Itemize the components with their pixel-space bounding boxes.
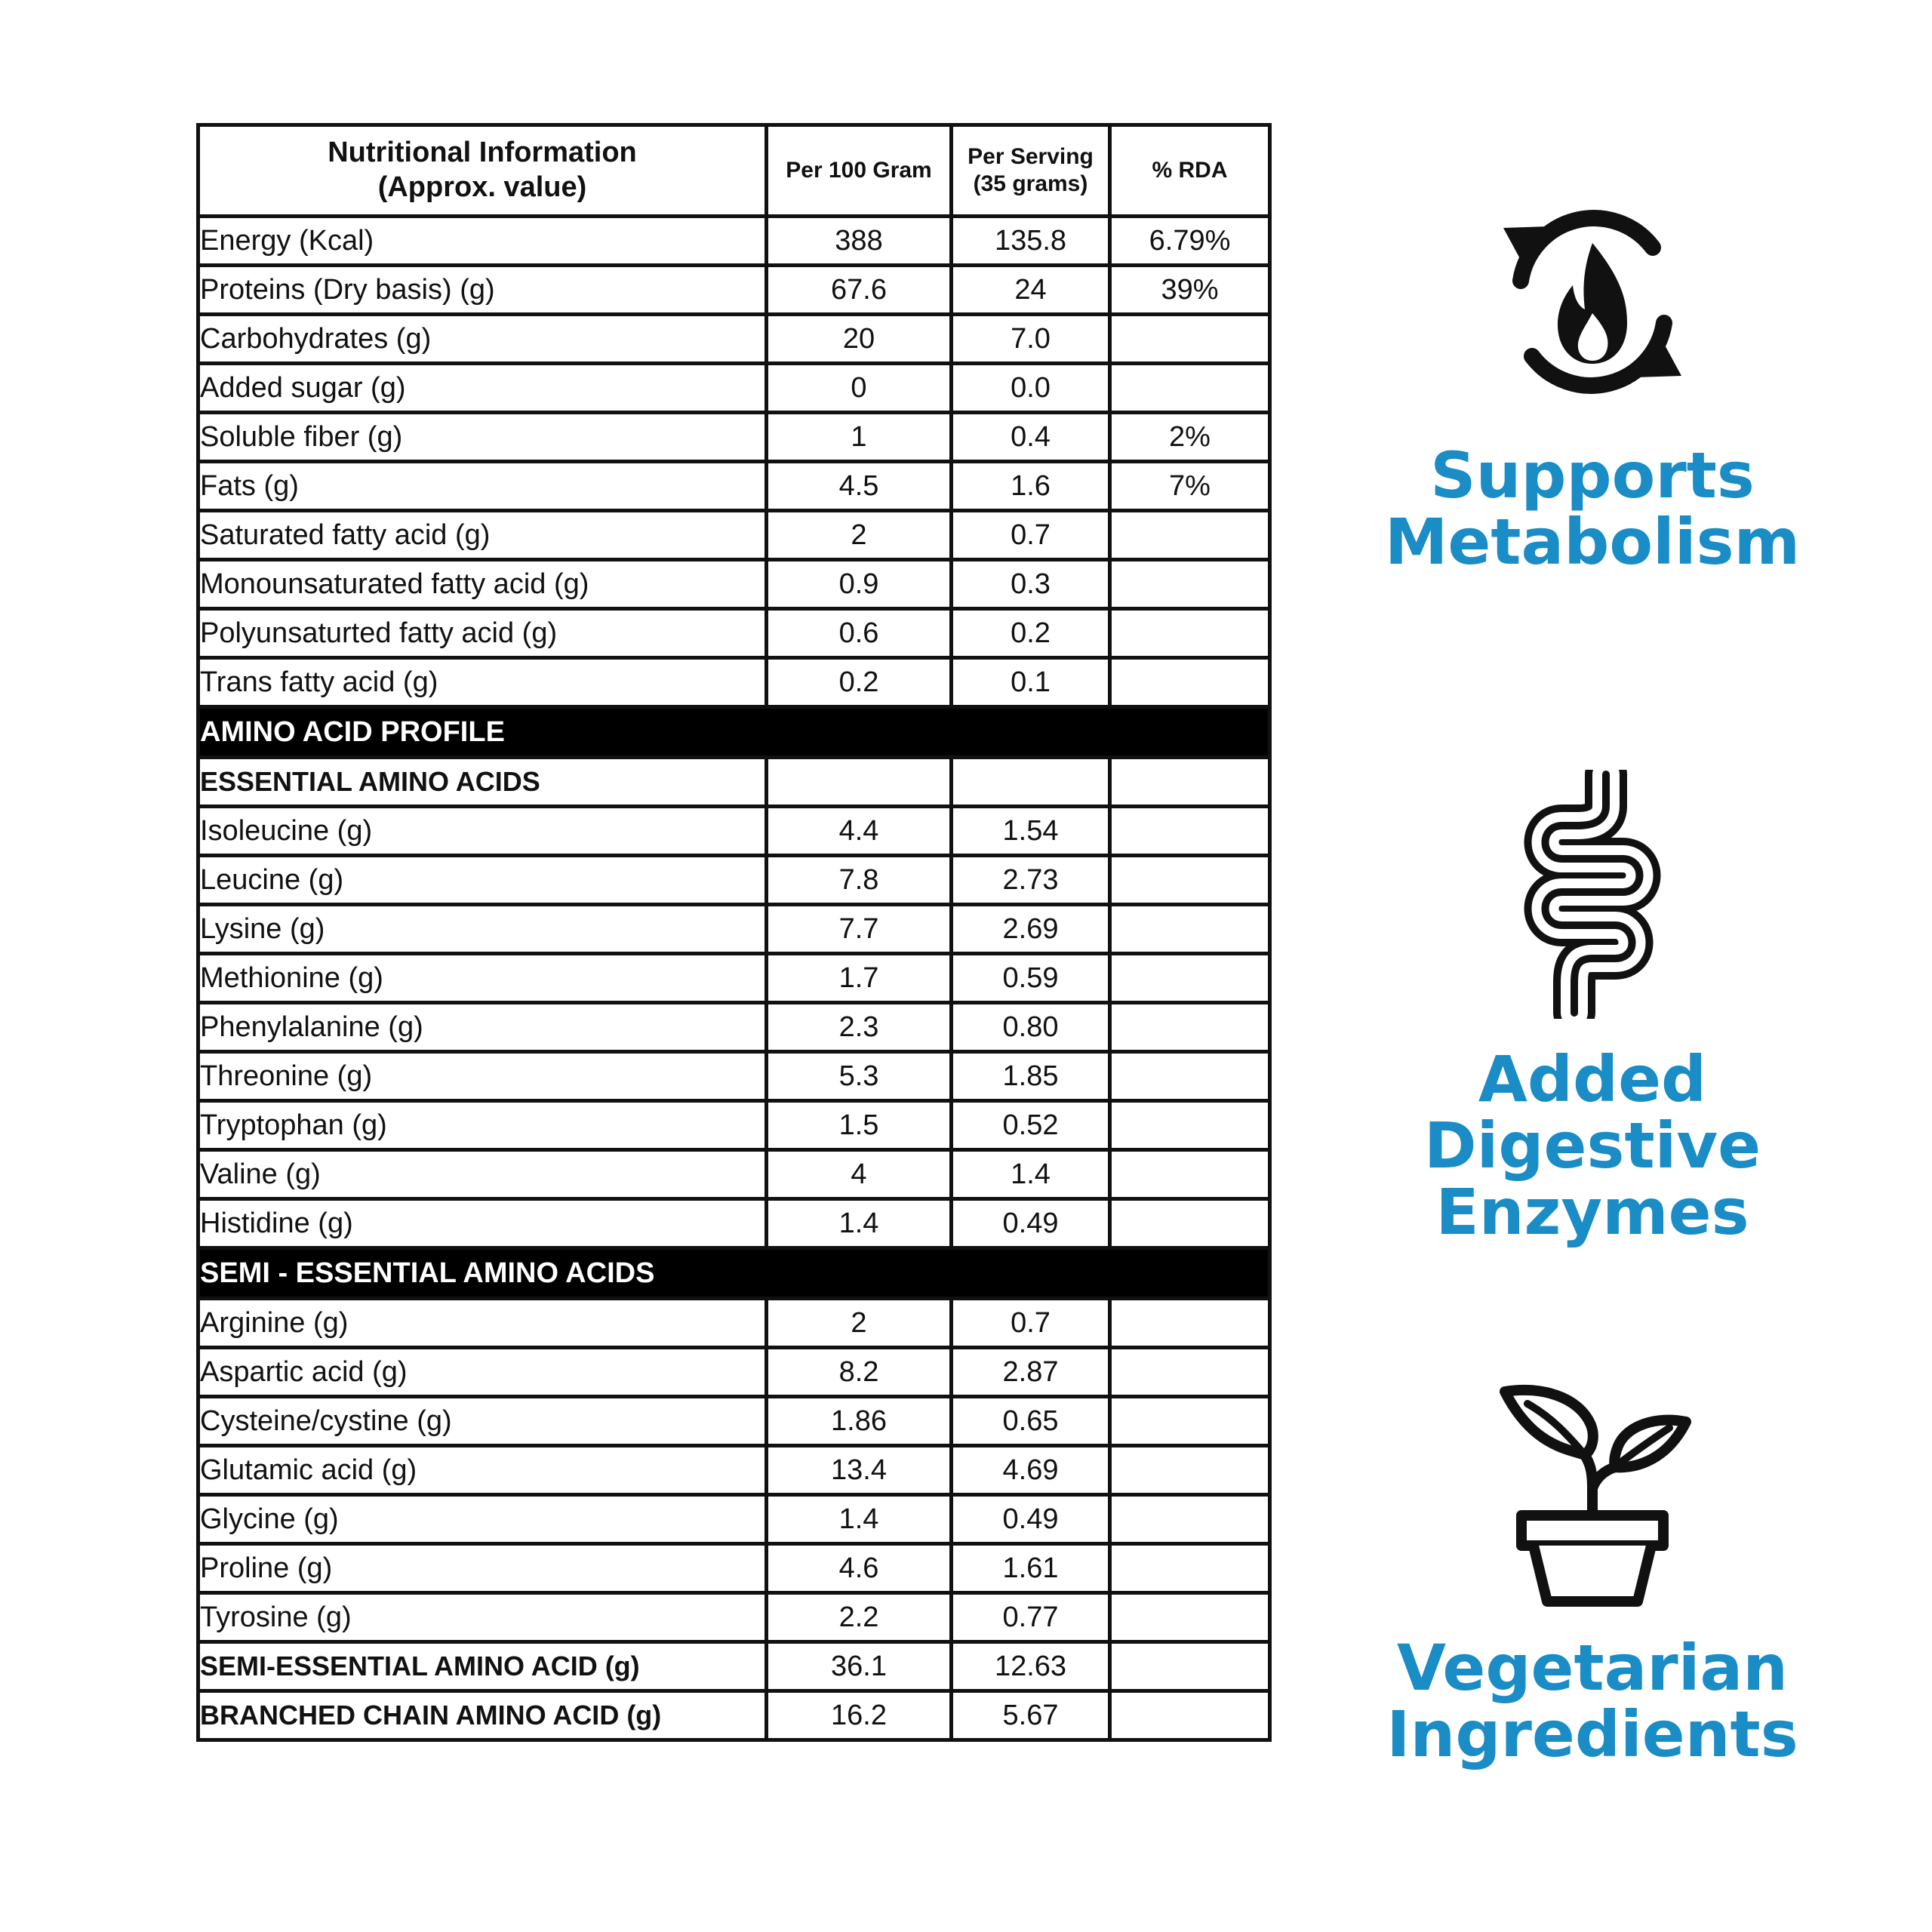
per-serving-cell: 0.0 <box>952 364 1110 413</box>
per-serving-cell: 0.3 <box>952 560 1110 609</box>
per-100g-cell: 4.5 <box>767 462 952 511</box>
table-row <box>198 1003 1270 1052</box>
table-row <box>198 1299 1270 1348</box>
per-serving-cell: 1.4 <box>952 1150 1110 1199</box>
name-cell: Threonine (g) <box>198 1052 767 1101</box>
per-serving-cell: 0.65 <box>952 1397 1110 1446</box>
rda-cell <box>1110 1397 1270 1446</box>
feature-line: Enzymes <box>1435 1175 1749 1250</box>
name-cell: Glutamic acid (g) <box>198 1446 767 1495</box>
header-per-serving <box>952 125 1110 217</box>
name-cell: Added sugar (g) <box>198 364 767 413</box>
rda-cell <box>1110 1003 1270 1052</box>
section-header-row <box>198 707 1270 758</box>
rda-cell <box>1110 856 1270 905</box>
per-serving-cell: 0.7 <box>952 1299 1110 1348</box>
per-100g-cell: 0 <box>767 364 952 413</box>
table-row <box>198 807 1270 856</box>
name-cell: BRANCHED CHAIN AMINO ACID (g) <box>198 1691 767 1740</box>
name-cell: Glycine (g) <box>198 1495 767 1544</box>
table-row <box>198 462 1270 511</box>
name-cell: Carbohydrates (g) <box>198 315 767 364</box>
feature-digestive-enzymes <box>1306 770 1879 1250</box>
rda-cell <box>1110 1299 1270 1348</box>
rda-cell <box>1110 1348 1270 1397</box>
table-row <box>198 658 1270 707</box>
rda-cell <box>1110 1495 1270 1544</box>
per-serving-cell: 0.1 <box>952 658 1110 707</box>
name-cell: Methionine (g) <box>198 954 767 1003</box>
name-cell: Lysine (g) <box>198 905 767 954</box>
table-row <box>198 315 1270 364</box>
per-serving-cell: 0.52 <box>952 1101 1110 1150</box>
per-serving-cell: 2.87 <box>952 1348 1110 1397</box>
table-row <box>198 609 1270 658</box>
name-cell: Saturated fatty acid (g) <box>198 511 767 560</box>
table-row <box>198 1495 1270 1544</box>
nutrition-table <box>196 123 1272 1742</box>
name-cell: Proline (g) <box>198 1544 767 1593</box>
per-serving-cell: 0.2 <box>952 609 1110 658</box>
per-100g-cell: 16.2 <box>767 1691 952 1740</box>
name-cell: Cysteine/cystine (g) <box>198 1397 767 1446</box>
per-100g-cell: 1.86 <box>767 1397 952 1446</box>
header-serving-line1: Per Serving <box>968 144 1094 169</box>
rda-cell <box>1110 609 1270 658</box>
rda-cell: 39% <box>1110 266 1270 315</box>
empty-cell <box>767 758 952 807</box>
table-row <box>198 266 1270 315</box>
name-cell: Tryptophan (g) <box>198 1101 767 1150</box>
name-cell: Proteins (Dry basis) (g) <box>198 266 767 315</box>
rda-cell <box>1110 1691 1270 1740</box>
feature-vegetarian-ingredients <box>1306 1381 1879 1772</box>
table-row <box>198 1101 1270 1150</box>
feature-line: Metabolism <box>1384 505 1801 580</box>
table-row <box>198 1446 1270 1495</box>
name-cell: Histidine (g) <box>198 1199 767 1248</box>
intestine-icon <box>1479 770 1706 1019</box>
per-serving-cell: 2.69 <box>952 905 1110 954</box>
per-serving-cell: 0.7 <box>952 511 1110 560</box>
table-row <box>198 856 1270 905</box>
name-cell: Valine (g) <box>198 1150 767 1199</box>
rda-cell <box>1110 1593 1270 1642</box>
per-100g-cell: 0.9 <box>767 560 952 609</box>
per-100g-cell: 7.7 <box>767 905 952 954</box>
per-serving-cell: 0.49 <box>952 1199 1110 1248</box>
feature-line: Supports <box>1430 438 1755 512</box>
table-header-row <box>198 125 1270 217</box>
rda-cell <box>1110 1544 1270 1593</box>
rda-cell <box>1110 1199 1270 1248</box>
per-100g-cell: 1.5 <box>767 1101 952 1150</box>
name-cell: Tyrosine (g) <box>198 1593 767 1642</box>
rda-cell: 2% <box>1110 413 1270 462</box>
per-serving-cell: 1.54 <box>952 807 1110 856</box>
per-serving-cell: 1.85 <box>952 1052 1110 1101</box>
header-name-line2: (Approx. value) <box>377 171 587 203</box>
rda-cell <box>1110 1150 1270 1199</box>
per-serving-cell: 1.6 <box>952 462 1110 511</box>
per-100g-cell: 20 <box>767 315 952 364</box>
rda-cell <box>1110 807 1270 856</box>
per-100g-cell: 4.4 <box>767 807 952 856</box>
subsection-row <box>198 758 1270 807</box>
name-cell: Isoleucine (g) <box>198 807 767 856</box>
table-row <box>198 511 1270 560</box>
table-row <box>198 1150 1270 1199</box>
table-row <box>198 560 1270 609</box>
rda-cell <box>1110 905 1270 954</box>
metabolism-icon <box>1479 189 1706 415</box>
table-row <box>198 1348 1270 1397</box>
per-100g-cell: 1.7 <box>767 954 952 1003</box>
rda-cell <box>1110 658 1270 707</box>
rda-cell <box>1110 560 1270 609</box>
per-100g-cell: 1 <box>767 413 952 462</box>
feature-title-metabolism <box>1306 438 1879 580</box>
subsection-title: ESSENTIAL AMINO ACIDS <box>198 758 767 807</box>
section-title: SEMI - ESSENTIAL AMINO ACIDS <box>198 1248 1270 1299</box>
per-100g-cell: 4.6 <box>767 1544 952 1593</box>
table-row <box>198 217 1270 266</box>
per-serving-cell: 0.80 <box>952 1003 1110 1052</box>
empty-cell <box>1110 758 1270 807</box>
name-cell: Leucine (g) <box>198 856 767 905</box>
per-serving-cell: 0.4 <box>952 413 1110 462</box>
rda-cell <box>1110 1642 1270 1691</box>
per-100g-cell: 13.4 <box>767 1446 952 1495</box>
name-cell: Energy (Kcal) <box>198 217 767 266</box>
per-100g-cell: 1.4 <box>767 1495 952 1544</box>
rda-cell <box>1110 1446 1270 1495</box>
section-title: AMINO ACID PROFILE <box>198 707 1270 758</box>
header-rda: % RDA <box>1110 125 1270 217</box>
rda-cell <box>1110 511 1270 560</box>
per-100g-cell: 67.6 <box>767 266 952 315</box>
per-serving-cell: 24 <box>952 266 1110 315</box>
plant-pot-icon <box>1479 1381 1706 1607</box>
rda-cell <box>1110 315 1270 364</box>
feature-title-vegetarian <box>1306 1631 1879 1772</box>
empty-cell <box>952 758 1110 807</box>
rda-cell: 7% <box>1110 462 1270 511</box>
per-100g-cell: 2 <box>767 511 952 560</box>
table-row <box>198 1052 1270 1101</box>
per-serving-cell: 0.59 <box>952 954 1110 1003</box>
per-100g-cell: 0.2 <box>767 658 952 707</box>
table-row <box>198 413 1270 462</box>
name-cell: Arginine (g) <box>198 1299 767 1348</box>
name-cell: Phenylalanine (g) <box>198 1003 767 1052</box>
section-header-row <box>198 1248 1270 1299</box>
table-row <box>198 954 1270 1003</box>
table-body <box>198 217 1270 1740</box>
per-100g-cell: 2.3 <box>767 1003 952 1052</box>
header-serving-line2: (35 grams) <box>973 171 1088 196</box>
table-row <box>198 364 1270 413</box>
name-cell: Monounsaturated fatty acid (g) <box>198 560 767 609</box>
feature-line: Vegetarian <box>1396 1631 1789 1705</box>
per-100g-cell: 388 <box>767 217 952 266</box>
name-cell: Fats (g) <box>198 462 767 511</box>
per-100g-cell: 4 <box>767 1150 952 1199</box>
header-nutritional-information <box>198 125 767 217</box>
rda-cell <box>1110 1052 1270 1101</box>
rda-cell <box>1110 954 1270 1003</box>
per-serving-cell: 0.77 <box>952 1593 1110 1642</box>
per-100g-cell: 8.2 <box>767 1348 952 1397</box>
header-name-line1: Nutritional Information <box>328 137 637 169</box>
rda-cell <box>1110 364 1270 413</box>
per-100g-cell: 5.3 <box>767 1052 952 1101</box>
table-row <box>198 1593 1270 1642</box>
table-row <box>198 1544 1270 1593</box>
per-serving-cell: 0.49 <box>952 1495 1110 1544</box>
per-serving-cell: 5.67 <box>952 1691 1110 1740</box>
feature-line: Added Digestive <box>1423 1042 1761 1183</box>
feature-line: Ingredients <box>1386 1697 1798 1772</box>
per-100g-cell: 2.2 <box>767 1593 952 1642</box>
per-100g-cell: 2 <box>767 1299 952 1348</box>
rda-cell <box>1110 1101 1270 1150</box>
per-100g-cell: 36.1 <box>767 1642 952 1691</box>
per-serving-cell: 12.63 <box>952 1642 1110 1691</box>
per-serving-cell: 135.8 <box>952 217 1110 266</box>
per-serving-cell: 7.0 <box>952 315 1110 364</box>
name-cell: Soluble fiber (g) <box>198 413 767 462</box>
table-row <box>198 1691 1270 1740</box>
header-per-100-gram: Per 100 Gram <box>767 125 952 217</box>
per-100g-cell: 7.8 <box>767 856 952 905</box>
name-cell: SEMI-ESSENTIAL AMINO ACID (g) <box>198 1642 767 1691</box>
table-row <box>198 1199 1270 1248</box>
feature-title-digestive <box>1306 1042 1879 1250</box>
per-serving-cell: 4.69 <box>952 1446 1110 1495</box>
name-cell: Aspartic acid (g) <box>198 1348 767 1397</box>
table-row <box>198 1642 1270 1691</box>
name-cell: Polyunsaturted fatty acid (g) <box>198 609 767 658</box>
table-row <box>198 1397 1270 1446</box>
feature-supports-metabolism <box>1306 189 1879 580</box>
per-serving-cell: 2.73 <box>952 856 1110 905</box>
per-100g-cell: 1.4 <box>767 1199 952 1248</box>
per-serving-cell: 1.61 <box>952 1544 1110 1593</box>
table-row <box>198 905 1270 954</box>
per-100g-cell: 0.6 <box>767 609 952 658</box>
name-cell: Trans fatty acid (g) <box>198 658 767 707</box>
rda-cell: 6.79% <box>1110 217 1270 266</box>
